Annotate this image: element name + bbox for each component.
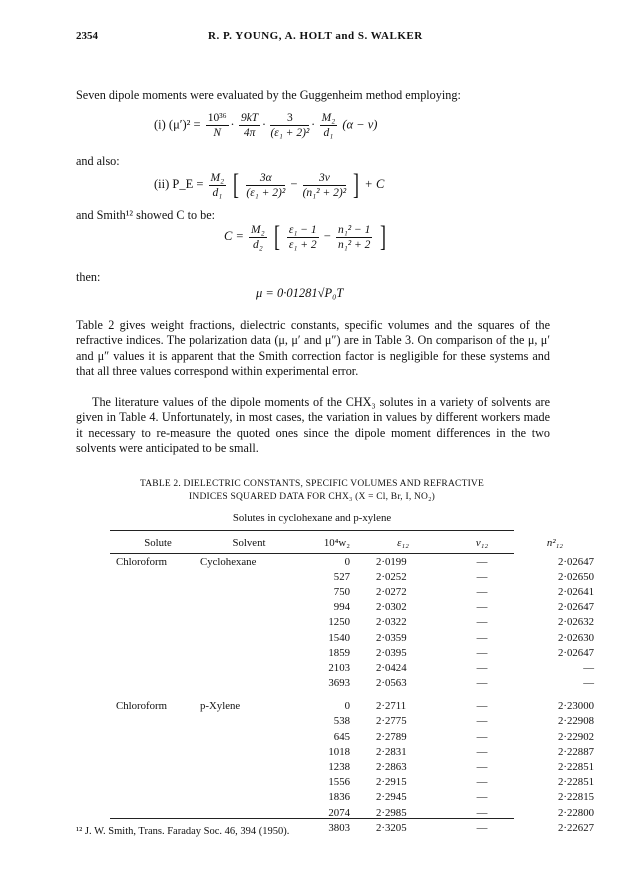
cell-solvent <box>200 600 298 615</box>
cell-weight-fraction: 2074 <box>328 806 350 819</box>
col-header-specific-volume: v₁₂ <box>475 537 489 549</box>
table-caption <box>110 478 514 504</box>
col-header-dielectric: ε₁₂ <box>397 537 409 549</box>
cell-refractive-squared: 2·22815 <box>558 791 594 804</box>
eq1-f1-num: 10³⁶ <box>207 112 227 124</box>
table-row <box>110 775 604 790</box>
cell-dielectric: 2·0252 <box>376 570 407 583</box>
cell-refractive-squared: 2·02647 <box>558 601 594 614</box>
table-row <box>110 714 604 729</box>
eq3-b2-num: n₁² − 1 <box>337 223 371 236</box>
cell-weight-fraction: 750 <box>333 585 350 598</box>
table-bottom-rule <box>110 818 514 819</box>
cell-refractive-squared: 2·22627 <box>558 821 594 834</box>
page-number: 2354 <box>76 30 98 42</box>
cell-weight-fraction: 527 <box>333 570 350 583</box>
table-subcaption: Solutes in cyclohexane and p-xylene <box>232 512 392 524</box>
eq1-f3-den: (ε₁ + 2)² <box>270 127 310 139</box>
cell-refractive-squared: 2·02632 <box>558 616 594 629</box>
eq3-minus: − <box>323 228 331 243</box>
eq1-fraction-3 <box>270 112 309 139</box>
cell-refractive-squared: 2·22908 <box>558 715 594 728</box>
cell-solvent <box>200 775 298 790</box>
table-caption-line-2: INDICES SQUARED DATA FOR CHX₃ (X = Cl, Br, I, NO₂) <box>189 492 435 502</box>
cell-solute: Chloroform <box>116 700 167 713</box>
paragraph-1: Table 2 gives weight fractions, dielectric constants, specific volumes and the squares of the refractive indices. The polarization data (μ, μ′ and μ″) are in Table 3. On comparison of the μ, μ′ and μ″ values it is apparent that the Smith correction factor is negligible for these systems and that all three values correspond within experimental error. <box>76 318 550 379</box>
equation-3 <box>224 222 388 252</box>
cell-refractive-squared: 2·22851 <box>558 761 594 774</box>
eq2-pre-num: M₂ <box>210 171 225 184</box>
cell-specific-volume: — <box>476 601 488 614</box>
eq2-fraction-2 <box>303 172 347 199</box>
table-row <box>110 699 604 714</box>
table-row <box>110 676 604 691</box>
cell-specific-volume: — <box>476 791 488 804</box>
cell-weight-fraction: 1859 <box>328 646 350 659</box>
col-header-solvent: Solvent <box>232 537 266 549</box>
cell-specific-volume: — <box>476 715 488 728</box>
cell-dielectric: 2·0563 <box>376 677 407 690</box>
cell-dielectric: 2·0322 <box>376 616 407 629</box>
cell-solute <box>110 729 200 744</box>
paragraph-2: The literature values of the dipole moments of the CHX₃ solutes in a variety of solvents are given in Table 4. Unfortunately, in most cases, the variation in values by different workers made it necessary to re-measure the quoted ones since the dipole moment differences in the two solvents were anticipated to be small. <box>76 395 550 456</box>
col-header-refractive-squared: n²₁₂ <box>546 537 564 549</box>
cell-refractive-squared: 2·23000 <box>558 700 594 713</box>
left-bracket: [ <box>233 168 240 201</box>
cell-solute: Chloroform <box>116 555 167 568</box>
cell-solvent <box>200 584 298 599</box>
cell-solvent <box>200 676 298 691</box>
cell-solute <box>110 790 200 805</box>
cell-solvent: Cyclohexane <box>200 555 257 568</box>
cell-specific-volume: — <box>476 677 488 690</box>
eq3-label: C = <box>224 228 244 243</box>
left-bracket: [ <box>273 220 280 253</box>
cell-specific-volume: — <box>476 700 488 713</box>
eq2-prefactor <box>209 172 227 199</box>
table-caption-line-1: TABLE 2. DIELECTRIC CONSTANTS, SPECIFIC VOLUMES AND REFRACTIVE <box>139 479 484 489</box>
cell-dielectric: 2·0199 <box>376 555 407 568</box>
eq1-f4-den: d₁ <box>323 127 334 139</box>
cell-solute <box>110 600 200 615</box>
eq1-fraction-4 <box>320 112 338 139</box>
table-row <box>110 790 604 805</box>
eq1-f4-num: M₂ <box>321 112 336 124</box>
cell-dielectric: 2·2863 <box>376 761 407 774</box>
eq1-tail: (α − ν) <box>342 117 378 132</box>
cell-refractive-squared: 2·22800 <box>558 806 594 819</box>
cell-refractive-squared: 2·22887 <box>558 745 594 758</box>
cell-dielectric: 2·0424 <box>376 661 407 674</box>
cell-solute <box>110 744 200 759</box>
cell-solvent <box>200 569 298 584</box>
cell-specific-volume: — <box>476 661 488 674</box>
cell-weight-fraction: 1556 <box>328 776 350 789</box>
cell-weight-fraction: 3693 <box>328 677 350 690</box>
cell-specific-volume: — <box>476 745 488 758</box>
eq1-f3-num: 3 <box>270 112 309 126</box>
cell-weight-fraction: 3803 <box>328 821 350 834</box>
cell-specific-volume: — <box>476 585 488 598</box>
cell-dielectric: 2·3205 <box>376 821 407 834</box>
eq2-label: (ii) P_E = <box>154 176 204 191</box>
eq3-fraction-2 <box>336 224 372 251</box>
right-bracket: ] <box>353 168 360 201</box>
cell-dielectric: 2·0359 <box>376 631 407 644</box>
table-row <box>110 554 604 569</box>
cell-weight-fraction: 0 <box>344 555 350 568</box>
cell-refractive-squared: — <box>583 677 594 690</box>
eq2-pre-den: d₁ <box>212 186 223 199</box>
cell-weight-fraction: 1018 <box>328 745 350 758</box>
cell-solute <box>110 615 200 630</box>
cell-solute <box>110 775 200 790</box>
col-header-weight-fraction: 10⁴w₂ <box>323 537 350 549</box>
cell-refractive-squared: 2·22851 <box>558 776 594 789</box>
eq2-b1-den: (ε₁ + 2)² <box>246 186 286 199</box>
eq2-b2-num: 3ν <box>303 172 347 186</box>
cell-weight-fraction: 1250 <box>328 616 350 629</box>
eq2-fraction-1 <box>246 172 285 199</box>
cell-solute <box>110 714 200 729</box>
table-row <box>110 569 604 584</box>
cell-specific-volume: — <box>476 631 488 644</box>
cell-solute <box>110 645 200 660</box>
eq3-fraction-1 <box>287 224 319 251</box>
equation-2 <box>154 170 384 200</box>
cell-solvent <box>200 714 298 729</box>
cell-specific-volume: — <box>476 761 488 774</box>
cell-dielectric: 2·2831 <box>376 745 407 758</box>
eq2-b2-den: (n₁² + 2)² <box>302 186 347 199</box>
cell-solvent <box>200 660 298 675</box>
eq3-prefactor <box>249 224 267 251</box>
footnote: ¹² J. W. Smith, Trans. Faraday Soc. 46, 394 (1950). <box>76 826 290 837</box>
right-bracket: ] <box>379 220 386 253</box>
table-row <box>110 660 604 675</box>
cell-dielectric: 2·2945 <box>376 791 407 804</box>
cell-solvent: p-Xylene <box>200 700 241 713</box>
cell-dielectric: 2·2711 <box>376 700 407 713</box>
cell-weight-fraction: 0 <box>344 700 350 713</box>
eq2-minus: − <box>290 176 298 191</box>
col-header-solute: Solute <box>144 537 172 549</box>
cell-specific-volume: — <box>476 555 488 568</box>
eq3-b2-den: n₁² + 2 <box>337 238 371 251</box>
cell-refractive-squared: 2·22902 <box>558 730 594 743</box>
eq1-f1-den: N <box>213 127 222 139</box>
cell-refractive-squared: 2·02647 <box>558 555 594 568</box>
eq3-pre-num: M₂ <box>251 223 265 236</box>
cell-weight-fraction: 2103 <box>328 661 350 674</box>
cell-solute <box>110 660 200 675</box>
cell-weight-fraction: 1836 <box>328 791 350 804</box>
cell-solvent <box>200 744 298 759</box>
eq3-pre-den: d₂ <box>252 238 263 251</box>
intro-line: Seven dipole moments were evaluated by the Guggenheim method employing: <box>76 88 461 102</box>
cell-solvent <box>200 729 298 744</box>
eq2-tail: + C <box>364 176 385 191</box>
cell-weight-fraction: 1540 <box>328 631 350 644</box>
cell-solvent <box>200 615 298 630</box>
smith-line: and Smith¹² showed C to be: <box>76 208 215 222</box>
data-table <box>110 532 604 835</box>
table-body <box>110 554 604 835</box>
cell-weight-fraction: 645 <box>333 730 350 743</box>
cell-solvent <box>200 759 298 774</box>
cell-specific-volume: — <box>476 776 488 789</box>
eq1-label: (i) (μ′)² = <box>154 117 201 132</box>
cell-specific-volume: — <box>476 570 488 583</box>
cell-specific-volume: — <box>476 646 488 659</box>
cell-dielectric: 2·2775 <box>376 715 407 728</box>
cell-specific-volume: — <box>476 616 488 629</box>
eq3-b1-num: ε₁ − 1 <box>288 223 317 236</box>
cell-refractive-squared: — <box>583 661 594 674</box>
table-top-rule <box>110 530 514 531</box>
table-row <box>110 584 604 599</box>
equation-1: (i) (μ′)² = $\frac{\text{10³⁶}}{N}$ · $\frac{9kT}{4\pi}$ · $\frac{3}{\text{(ε₁ + 2)²}}$ · $\frac{\text{M₂}}{\text{d₁}}$ (α − ν) <box>154 112 378 139</box>
eq1-f2-num: 9kT <box>240 112 259 124</box>
cell-specific-volume: — <box>476 730 488 743</box>
cell-dielectric: 2·0302 <box>376 601 407 614</box>
cell-solute <box>110 584 200 599</box>
cell-weight-fraction: 538 <box>333 715 350 728</box>
cell-solute <box>110 759 200 774</box>
cell-refractive-squared: 2·02630 <box>558 631 594 644</box>
cell-solvent <box>200 630 298 645</box>
group-spacer <box>110 691 604 699</box>
table-row <box>110 645 604 660</box>
cell-solute <box>110 569 200 584</box>
table-row <box>110 600 604 615</box>
cell-dielectric: 2·2985 <box>376 806 407 819</box>
cell-specific-volume: — <box>476 821 488 834</box>
cell-dielectric: 2·0272 <box>376 585 407 598</box>
table-header-row <box>110 532 604 554</box>
cell-solvent <box>200 790 298 805</box>
then-line: then: <box>76 270 101 284</box>
cell-specific-volume: — <box>476 806 488 819</box>
cell-refractive-squared: 2·02650 <box>558 570 594 583</box>
table-row <box>110 630 604 645</box>
eq3-b1-den: ε₁ + 2 <box>288 238 317 251</box>
cell-refractive-squared: 2·02647 <box>558 646 594 659</box>
eq2-b1-num: 3α <box>246 172 285 186</box>
cell-weight-fraction: 994 <box>333 601 350 614</box>
equation-4: μ = 0·01281√P₀T <box>256 286 344 300</box>
table-row <box>110 759 604 774</box>
cell-solute <box>110 630 200 645</box>
and-also-line: and also: <box>76 154 120 168</box>
running-header-authors: R. P. YOUNG, A. HOLT and S. WALKER <box>208 30 423 42</box>
cell-refractive-squared: 2·02641 <box>558 585 594 598</box>
table-row <box>110 729 604 744</box>
eq1-fraction-2 <box>239 112 260 139</box>
cell-dielectric: 2·0395 <box>376 646 407 659</box>
eq1-fraction-1 <box>206 112 229 139</box>
cell-weight-fraction: 1238 <box>328 761 350 774</box>
table-row <box>110 615 604 630</box>
cell-dielectric: 2·2915 <box>376 776 407 789</box>
eq1-f2-den: 4π <box>243 127 256 139</box>
cell-solute <box>110 676 200 691</box>
cell-dielectric: 2·2789 <box>376 730 407 743</box>
table-row <box>110 744 604 759</box>
cell-solvent <box>200 645 298 660</box>
